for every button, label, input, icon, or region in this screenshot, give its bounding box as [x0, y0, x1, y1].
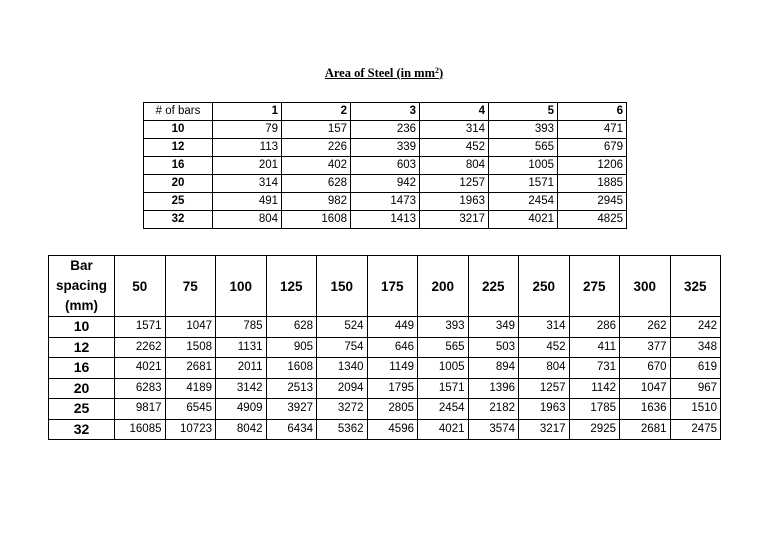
table-cell: 804 — [519, 358, 570, 379]
table-cell: 894 — [468, 358, 519, 379]
table-cell: 1608 — [266, 358, 317, 379]
column-header: 3 — [351, 103, 420, 121]
corner-line: Bar — [70, 258, 93, 273]
table-row — [144, 139, 627, 157]
table-cell: 236 — [351, 121, 420, 139]
table-cell: 503 — [468, 337, 519, 358]
table-cell: 402 — [282, 157, 351, 175]
table-cell: 646 — [367, 337, 418, 358]
table-row — [144, 157, 627, 175]
table-cell: 3217 — [420, 211, 489, 229]
row-label: 20 — [144, 175, 213, 193]
corner-label: # of bars — [144, 103, 213, 121]
table-cell: 4909 — [216, 399, 267, 420]
table-cell: 1206 — [558, 157, 627, 175]
table-cell: 603 — [351, 157, 420, 175]
table-cell: 1571 — [115, 317, 166, 338]
table-cell: 1608 — [282, 211, 351, 229]
table-cell: 2454 — [418, 399, 469, 420]
table-cell: 2454 — [489, 193, 558, 211]
table-cell: 1473 — [351, 193, 420, 211]
table-cell: 16085 — [115, 419, 166, 440]
table-cell: 1047 — [620, 378, 671, 399]
table-cell: 905 — [266, 337, 317, 358]
table-cell: 1142 — [569, 378, 620, 399]
table-cell: 449 — [367, 317, 418, 338]
table-cell: 4825 — [558, 211, 627, 229]
table-cell: 5362 — [317, 419, 368, 440]
corner-line: spacing — [55, 278, 107, 293]
table-cell: 1785 — [569, 399, 620, 420]
table-cell: 4189 — [165, 378, 216, 399]
table-cell: 3217 — [519, 419, 570, 440]
table-cell: 2094 — [317, 378, 368, 399]
table-cell: 4021 — [489, 211, 558, 229]
table-cell: 731 — [569, 358, 620, 379]
table-cell: 1885 — [558, 175, 627, 193]
table-cell: 4021 — [115, 358, 166, 379]
table-cell: 3272 — [317, 399, 368, 420]
table-cell: 2681 — [620, 419, 671, 440]
title-superscript: 2 — [434, 66, 439, 75]
table-cell: 942 — [351, 175, 420, 193]
column-header: 50 — [115, 256, 166, 317]
table-cell: 967 — [670, 378, 721, 399]
table-row — [49, 337, 721, 358]
table-cell: 286 — [569, 317, 620, 338]
table-cell: 491 — [213, 193, 282, 211]
table-row — [144, 211, 627, 229]
table-cell: 1413 — [351, 211, 420, 229]
table-cell: 262 — [620, 317, 671, 338]
table-cell: 314 — [519, 317, 570, 338]
table-cell: 393 — [418, 317, 469, 338]
column-header: 6 — [558, 103, 627, 121]
table-cell: 619 — [670, 358, 721, 379]
table-cell: 349 — [468, 317, 519, 338]
table-cell: 79 — [213, 121, 282, 139]
column-header: 250 — [519, 256, 570, 317]
column-header: 4 — [420, 103, 489, 121]
title-close: ) — [438, 66, 444, 80]
bars-area-table-body — [144, 103, 627, 229]
table-cell: 804 — [213, 211, 282, 229]
table-cell: 9817 — [115, 399, 166, 420]
table-cell: 670 — [620, 358, 671, 379]
table-row — [49, 358, 721, 379]
column-header: 175 — [367, 256, 418, 317]
table-cell: 524 — [317, 317, 368, 338]
table-cell: 754 — [317, 337, 368, 358]
table-cell: 1571 — [489, 175, 558, 193]
header-row — [144, 103, 627, 121]
table-cell: 1396 — [468, 378, 519, 399]
table-cell: 113 — [213, 139, 282, 157]
table-cell: 3927 — [266, 399, 317, 420]
table-cell: 1149 — [367, 358, 418, 379]
title-text: Area of Steel (in mm — [324, 66, 435, 80]
table-cell: 1510 — [670, 399, 721, 420]
row-label: 16 — [144, 157, 213, 175]
table-cell: 452 — [519, 337, 570, 358]
table-cell: 2681 — [165, 358, 216, 379]
table-cell: 157 — [282, 121, 351, 139]
table-cell: 1257 — [519, 378, 570, 399]
table-cell: 785 — [216, 317, 267, 338]
table-cell: 6283 — [115, 378, 166, 399]
table-row — [49, 419, 721, 440]
table-cell: 314 — [213, 175, 282, 193]
table-cell: 226 — [282, 139, 351, 157]
column-header: 5 — [489, 103, 558, 121]
column-header: 275 — [569, 256, 620, 317]
column-header: 300 — [620, 256, 671, 317]
table-cell: 1963 — [420, 193, 489, 211]
table-cell: 10723 — [165, 419, 216, 440]
table-cell: 1508 — [165, 337, 216, 358]
row-label: 10 — [49, 317, 115, 338]
table-cell: 1340 — [317, 358, 368, 379]
table-row — [144, 193, 627, 211]
table-cell: 8042 — [216, 419, 267, 440]
table-cell: 1636 — [620, 399, 671, 420]
table-cell: 628 — [266, 317, 317, 338]
table-cell: 3574 — [468, 419, 519, 440]
table-cell: 411 — [569, 337, 620, 358]
table-row — [49, 399, 721, 420]
table-cell: 565 — [489, 139, 558, 157]
table-cell: 679 — [558, 139, 627, 157]
table-cell: 1963 — [519, 399, 570, 420]
table-cell: 2945 — [558, 193, 627, 211]
table-row — [144, 175, 627, 193]
corner-line: (mm) — [65, 298, 98, 313]
spacing-area-table-body — [49, 256, 721, 440]
table-cell: 1571 — [418, 378, 469, 399]
column-header: 325 — [670, 256, 721, 317]
table-cell: 1005 — [489, 157, 558, 175]
table-cell: 1795 — [367, 378, 418, 399]
table-cell: 6545 — [165, 399, 216, 420]
table-cell: 242 — [670, 317, 721, 338]
bars-area-table — [143, 102, 627, 229]
table-cell: 565 — [418, 337, 469, 358]
table-cell: 2182 — [468, 399, 519, 420]
column-header: 2 — [282, 103, 351, 121]
table-cell: 1257 — [420, 175, 489, 193]
column-header: 125 — [266, 256, 317, 317]
table-cell: 393 — [489, 121, 558, 139]
table-cell: 1047 — [165, 317, 216, 338]
header-row — [49, 256, 721, 317]
table-cell: 982 — [282, 193, 351, 211]
spacing-area-table — [48, 255, 721, 440]
table-cell: 377 — [620, 337, 671, 358]
table-cell: 1131 — [216, 337, 267, 358]
table-cell: 1005 — [418, 358, 469, 379]
table-cell: 804 — [420, 157, 489, 175]
table-cell: 2925 — [569, 419, 620, 440]
column-header: 225 — [468, 256, 519, 317]
table-cell: 2011 — [216, 358, 267, 379]
row-label: 32 — [144, 211, 213, 229]
column-header: 200 — [418, 256, 469, 317]
row-label: 25 — [144, 193, 213, 211]
column-header: 150 — [317, 256, 368, 317]
table-cell: 348 — [670, 337, 721, 358]
corner-label — [49, 256, 115, 317]
table-cell: 2262 — [115, 337, 166, 358]
table-row — [49, 317, 721, 338]
table-cell: 471 — [558, 121, 627, 139]
column-header: 75 — [165, 256, 216, 317]
table-cell: 339 — [351, 139, 420, 157]
table-cell: 4596 — [367, 419, 418, 440]
table-row — [49, 378, 721, 399]
row-label: 12 — [144, 139, 213, 157]
row-label: 32 — [49, 419, 115, 440]
table-cell: 452 — [420, 139, 489, 157]
table-cell: 201 — [213, 157, 282, 175]
row-label: 20 — [49, 378, 115, 399]
table-cell: 4021 — [418, 419, 469, 440]
table-cell: 314 — [420, 121, 489, 139]
table-cell: 3142 — [216, 378, 267, 399]
column-header: 100 — [216, 256, 267, 317]
table-cell: 628 — [282, 175, 351, 193]
row-label: 25 — [49, 399, 115, 420]
row-label: 12 — [49, 337, 115, 358]
row-label: 10 — [144, 121, 213, 139]
column-header: 1 — [213, 103, 282, 121]
table-row — [144, 121, 627, 139]
table-cell: 2805 — [367, 399, 418, 420]
row-label: 16 — [49, 358, 115, 379]
document-title — [0, 66, 768, 81]
table-cell: 2513 — [266, 378, 317, 399]
table-cell: 2475 — [670, 419, 721, 440]
table-cell: 6434 — [266, 419, 317, 440]
